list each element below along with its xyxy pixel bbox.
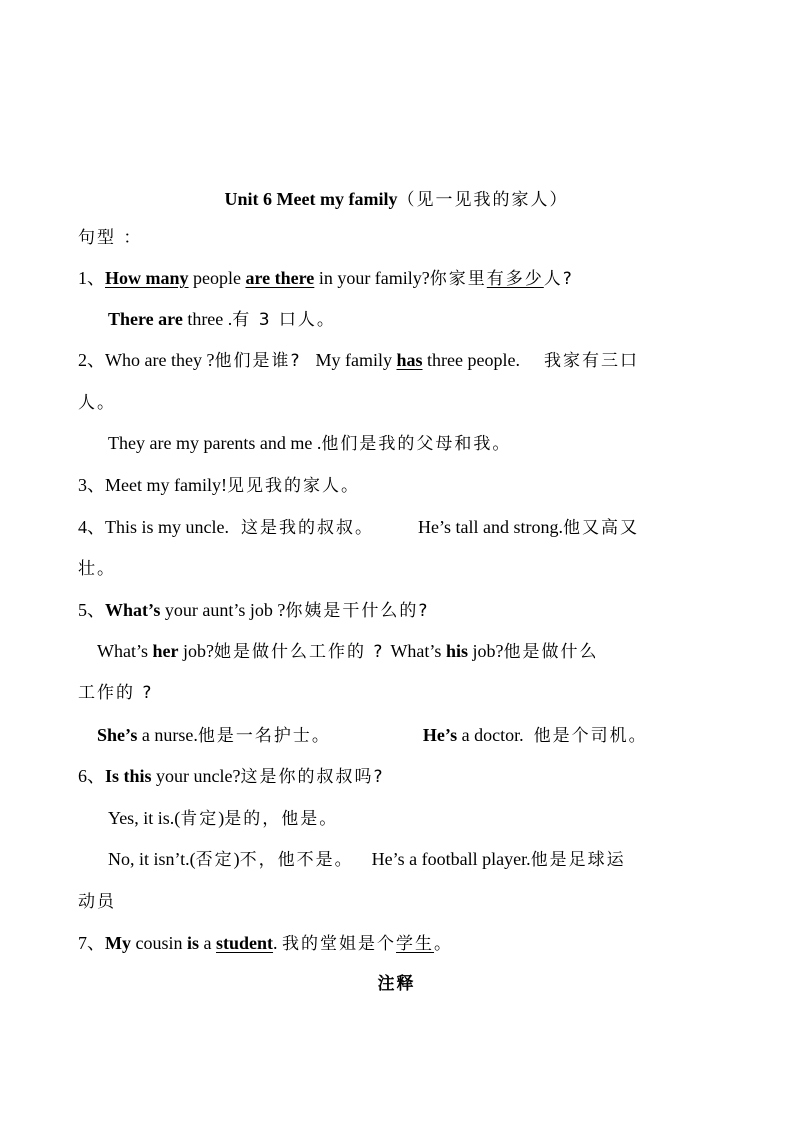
- sentence-4-wrap: 壮。: [78, 559, 116, 579]
- page-title: [0, 188, 793, 211]
- sentence-5-wrap: 工作的 ?: [78, 683, 154, 703]
- sentence-5-answers: She’s a nurse.他是一名护士。 He’s a doctor. 他是个司机。: [97, 725, 648, 746]
- sentence-5: 5、What’s your aunt’s job ?你姨是干什么的?: [78, 600, 430, 621]
- sentence-7: 7、My cousin is a student. 我的堂姐是个学生。: [78, 933, 454, 954]
- sentence-2: 2、Who are they ?他们是谁? My family has three people. 我家有三口: [78, 350, 639, 371]
- sentence-2-answer: They are my parents and me .他们是我的父母和我。: [108, 433, 512, 454]
- title-english: Unit 6 Meet my family: [224, 189, 398, 209]
- sentence-6-yes: Yes, it is.(肯定)是的，他是。: [108, 808, 339, 829]
- sentence-4: 4、This is my uncle. 这是我的叔叔。 He’s tall and strong.他又高又: [78, 517, 639, 538]
- notes-heading: 注释: [377, 974, 416, 994]
- section-label: 句型 ：: [78, 228, 143, 248]
- sentence-2-wrap: 人。: [78, 393, 116, 413]
- sentence-6: 6、Is this your uncle?这是你的叔叔吗?: [78, 766, 385, 787]
- sentence-1-answer: There are three .有 3 口人。: [108, 309, 336, 330]
- title-chinese: （见一见我的家人）: [397, 190, 569, 210]
- sentence-5-jobs: What’s her job?她是做什么工作的 ? What’s his job?他是做什么: [97, 641, 599, 662]
- sentence-6-no: No, it isn’t.(否定)不，他不是。 He’s a football player.他是足球运: [108, 849, 626, 870]
- sentence-3: 3、Meet my family!见见我的家人。: [78, 475, 360, 496]
- sentence-6-wrap: 动员: [78, 892, 116, 912]
- sentence-1: 1、How many people are there in your family?你家里有多少人?: [78, 268, 574, 289]
